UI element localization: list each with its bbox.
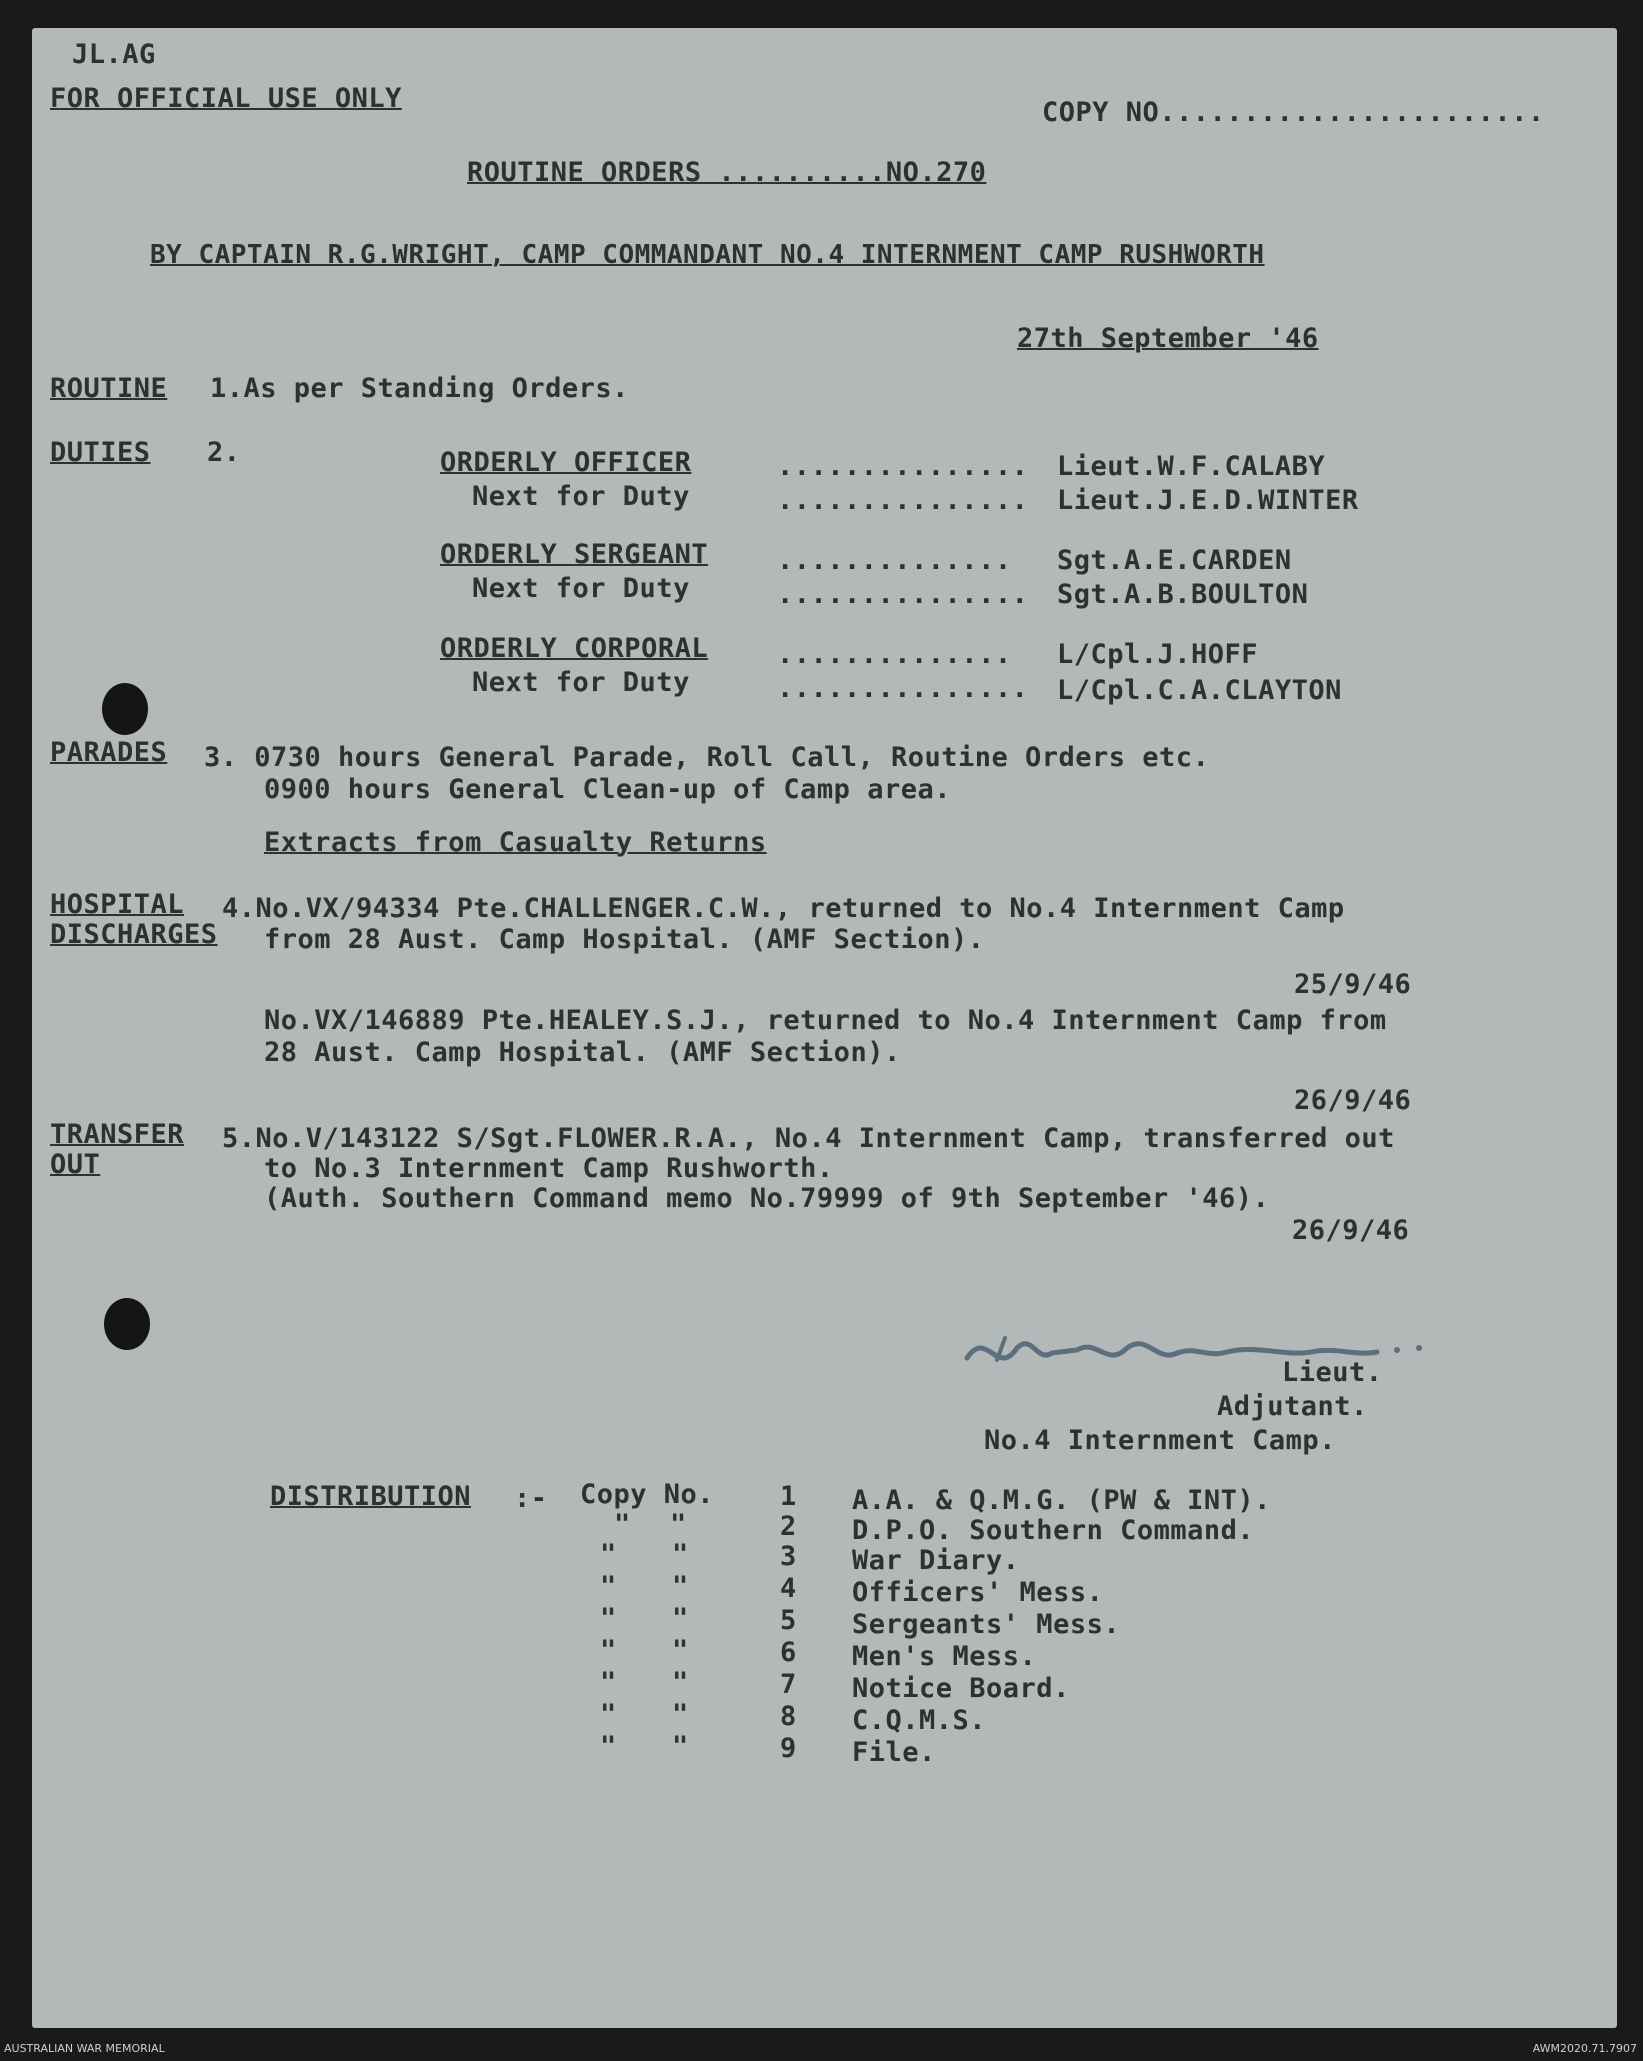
ditto-mark: " bbox=[672, 1699, 689, 1730]
duty-role: ORDERLY SERGEANT bbox=[440, 539, 709, 570]
copy-number-item: 1 bbox=[780, 1481, 797, 1512]
entry-date: 26/9/46 bbox=[1292, 1215, 1410, 1246]
discharge-entry-line: 28 Aust. Camp Hospital. (AMF Section). bbox=[264, 1037, 901, 1068]
routine-heading: ROUTINE bbox=[50, 373, 168, 404]
reference-code: JL.AG bbox=[72, 39, 156, 70]
duty-role: ORDERLY OFFICER bbox=[440, 447, 692, 478]
duty-leader: .............. bbox=[777, 639, 1012, 670]
ditto-mark: " bbox=[670, 1509, 687, 1540]
distribution-heading: DISTRIBUTION bbox=[270, 1481, 472, 1512]
hospital-heading: HOSPITAL bbox=[50, 889, 185, 920]
discharge-entry-line: from 28 Aust. Camp Hospital. (AMF Section). bbox=[264, 924, 985, 955]
parades-line: 3. 0730 hours General Parade, Roll Call, Routine Orders etc. bbox=[204, 742, 1210, 773]
ditto-mark: " bbox=[672, 1635, 689, 1666]
punch-hole bbox=[102, 683, 148, 735]
copy-recipient: C.Q.M.S. bbox=[852, 1705, 987, 1736]
copy-number-item: 5 bbox=[780, 1605, 797, 1636]
ditto-mark: " bbox=[600, 1571, 617, 1602]
duty-name: Lieut.J.E.D.WINTER bbox=[1057, 485, 1359, 516]
copy-recipient: Men's Mess. bbox=[852, 1641, 1037, 1672]
discharge-entry-line: No.VX/146889 Pte.HEALEY.S.J., returned to No.4 Internment Camp from bbox=[264, 1005, 1387, 1036]
duty-leader: .............. bbox=[777, 545, 1012, 576]
copy-recipient: A.A. & Q.M.G. (PW & INT). bbox=[852, 1485, 1271, 1516]
copy-label: Copy No. bbox=[580, 1479, 715, 1510]
duty-name: Sgt.A.E.CARDEN bbox=[1057, 545, 1292, 576]
handwritten-signature bbox=[957, 1318, 1477, 1388]
copy-number-item: 3 bbox=[780, 1541, 797, 1572]
transfer-entry-line: 5.No.V/143122 S/Sgt.FLOWER.R.A., No.4 Internment Camp, transferred out bbox=[222, 1123, 1395, 1154]
duty-name: Lieut.W.F.CALABY bbox=[1057, 451, 1326, 482]
duty-role: ORDERLY CORPORAL bbox=[440, 633, 709, 664]
ditto-mark: " bbox=[600, 1603, 617, 1634]
signatory-title: Adjutant. bbox=[1217, 1391, 1368, 1422]
transfer-entry-line: (Auth. Southern Command memo No.79999 of 9th September '46). bbox=[264, 1183, 1270, 1214]
extracts-heading: Extracts from Casualty Returns bbox=[264, 827, 767, 858]
issuing-authority: BY CAPTAIN R.G.WRIGHT, CAMP COMMANDANT NO.4 INTERNMENT CAMP RUSHWORTH bbox=[150, 240, 1265, 270]
transfer-heading: TRANSFER bbox=[50, 1119, 185, 1150]
signatory-unit: No.4 Internment Camp. bbox=[984, 1425, 1336, 1456]
duty-leader: ............... bbox=[777, 673, 1029, 704]
duties-heading: DUTIES bbox=[50, 437, 151, 468]
punch-hole bbox=[104, 1298, 150, 1350]
discharges-heading: DISCHARGES bbox=[50, 919, 218, 950]
copy-recipient: Notice Board. bbox=[852, 1673, 1070, 1704]
signatory-rank: Lieut. bbox=[1282, 1357, 1383, 1388]
copy-number-item: 9 bbox=[780, 1733, 797, 1764]
copy-recipient: Officers' Mess. bbox=[852, 1577, 1104, 1608]
copy-number-item: 4 bbox=[780, 1573, 797, 1604]
ditto-mark: " bbox=[672, 1731, 689, 1762]
discharge-entry-line: 4.No.VX/94334 Pte.CHALLENGER.C.W., returned to No.4 Internment Camp bbox=[222, 893, 1345, 924]
copy-number-item: 6 bbox=[780, 1637, 797, 1668]
parades-heading: PARADES bbox=[50, 737, 168, 768]
copy-number-item: 7 bbox=[780, 1669, 797, 1700]
duty-role: Next for Duty bbox=[472, 667, 690, 698]
ditto-mark: " bbox=[614, 1509, 631, 1540]
ditto-mark: " bbox=[600, 1731, 617, 1762]
duty-leader: ............... bbox=[777, 451, 1029, 482]
classification-label: FOR OFFICIAL USE ONLY bbox=[50, 83, 402, 114]
ditto-mark: " bbox=[672, 1603, 689, 1634]
duty-role: Next for Duty bbox=[472, 573, 690, 604]
duty-leader: ............... bbox=[777, 579, 1029, 610]
ditto-mark: " bbox=[672, 1539, 689, 1570]
document-page bbox=[32, 28, 1617, 2028]
duties-number: 2. bbox=[207, 437, 241, 468]
duty-name: Sgt.A.B.BOULTON bbox=[1057, 579, 1309, 610]
ditto-mark: " bbox=[600, 1635, 617, 1666]
copy-number: COPY NO....................... bbox=[1042, 97, 1545, 128]
duty-role: Next for Duty bbox=[472, 481, 690, 512]
transfer-entry-line: to No.3 Internment Camp Rushworth. bbox=[264, 1153, 834, 1184]
document-title: ROUTINE ORDERS ..........NO.270 bbox=[467, 157, 987, 188]
copy-recipient: D.P.O. Southern Command. bbox=[852, 1515, 1255, 1546]
footer-accession: AWM2020.71.7907 bbox=[1532, 2042, 1637, 2055]
distribution-separator: :- bbox=[514, 1483, 548, 1514]
entry-date: 26/9/46 bbox=[1294, 1085, 1412, 1116]
entry-date: 25/9/46 bbox=[1294, 969, 1412, 1000]
routine-text: 1.As per Standing Orders. bbox=[210, 373, 629, 404]
duty-name: L/Cpl.C.A.CLAYTON bbox=[1057, 675, 1342, 706]
ditto-mark: " bbox=[672, 1667, 689, 1698]
ditto-mark: " bbox=[600, 1699, 617, 1730]
footer-institution: AUSTRALIAN WAR MEMORIAL bbox=[4, 2042, 165, 2055]
duty-leader: ............... bbox=[777, 485, 1029, 516]
copy-number-item: 8 bbox=[780, 1701, 797, 1732]
copy-recipient: War Diary. bbox=[852, 1545, 1020, 1576]
copy-recipient: Sergeants' Mess. bbox=[852, 1609, 1121, 1640]
out-heading: OUT bbox=[50, 1149, 101, 1180]
duty-name: L/Cpl.J.HOFF bbox=[1057, 639, 1259, 670]
copy-number-item: 2 bbox=[780, 1511, 797, 1542]
ditto-mark: " bbox=[672, 1571, 689, 1602]
parades-line: 0900 hours General Clean-up of Camp area. bbox=[264, 774, 951, 805]
ditto-mark: " bbox=[600, 1539, 617, 1570]
order-date: 27th September '46 bbox=[1017, 323, 1319, 354]
ditto-mark: " bbox=[600, 1667, 617, 1698]
copy-recipient: File. bbox=[852, 1737, 936, 1768]
